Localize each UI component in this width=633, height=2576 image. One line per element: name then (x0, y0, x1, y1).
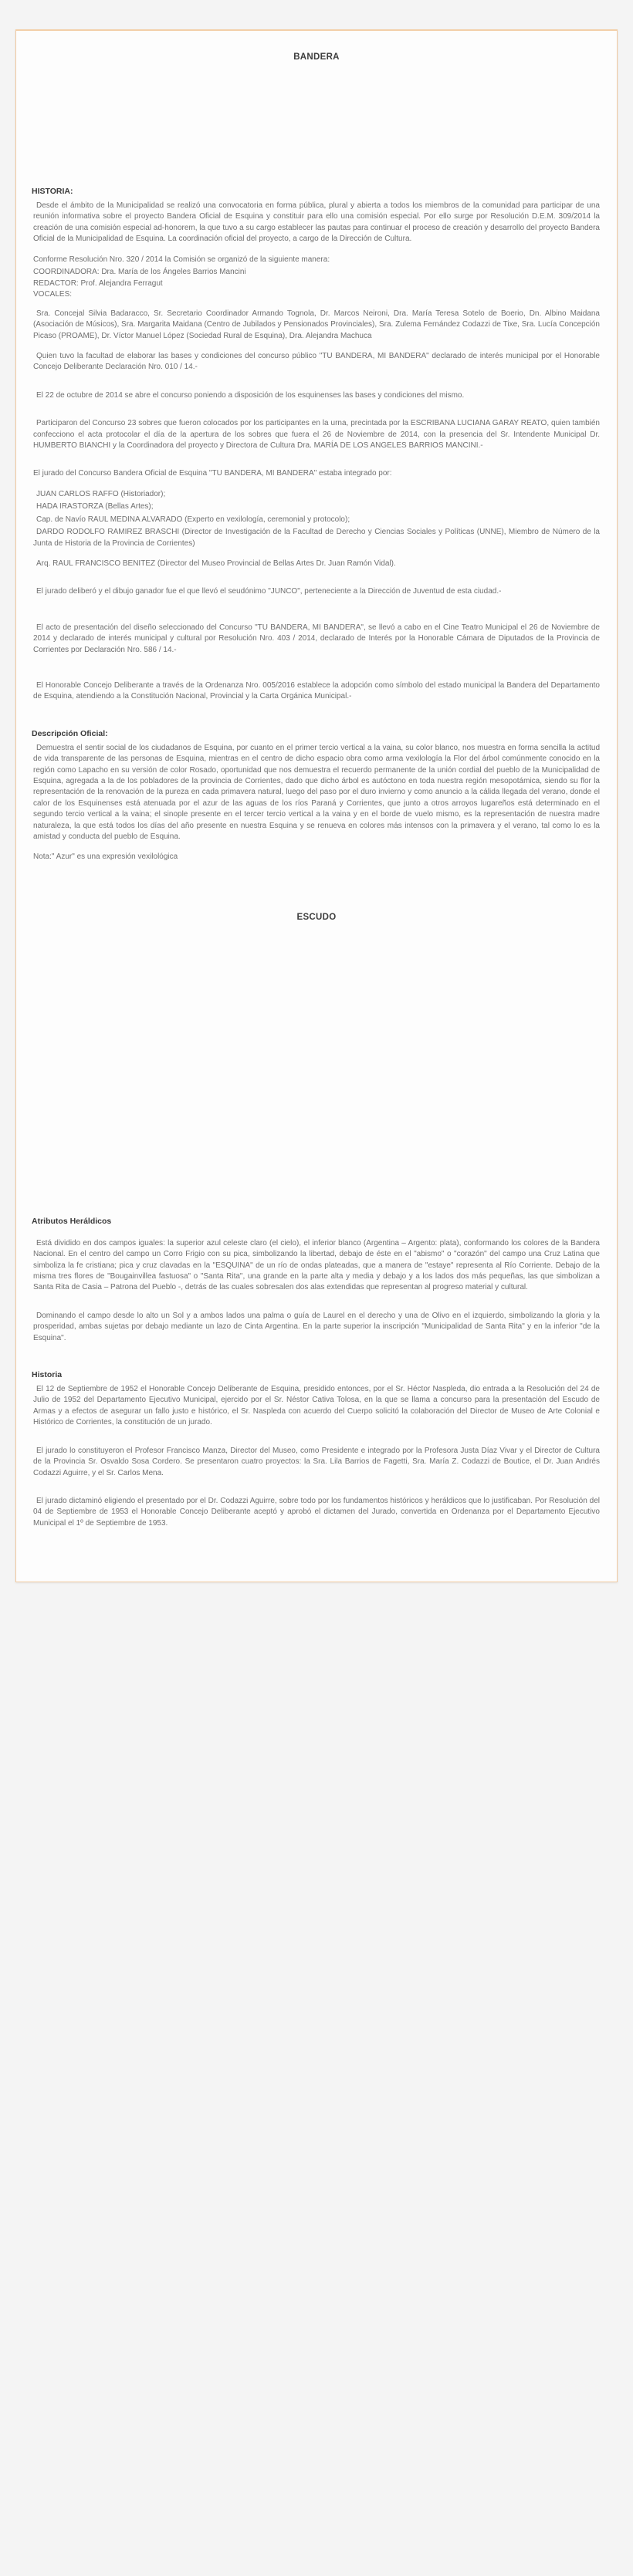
flag-history-heading: HISTORIA: (32, 187, 73, 196)
spacer (27, 1488, 606, 1496)
spacer (27, 1438, 606, 1446)
ordinance-paragraph: El Honorable Concejo Deliberante a través de la Ordenanza Nro. 005/2016 establece la adopción como símbolo del estado municipal la Bandera del Departamento de Esquina, atendiendo a la Constitución Nacional, Provincial y la Carta Orgánica Municipal.- (33, 680, 600, 701)
official-description-heading: Descripción Oficial: (32, 728, 108, 738)
spacer (27, 301, 606, 309)
contest-bases-paragraph: Quien tuvo la facultad de elaborar las bases y condiciones del concurso público "TU BANDERA, MI BANDERA" declarado de interés municipal por el Honorable Concejo Deliberante Declaración Nro. 010 / 14.- (33, 352, 600, 372)
shield-history-heading: Historia (32, 1370, 63, 1380)
commission-intro: Conforme Resolución Nro. 320 / 2014 la Comisión se organizó de la siguiente manera: (33, 255, 330, 264)
spacer (27, 461, 606, 468)
jury-member: DARDO RODOLFO RAMIREZ BRASCHI (Director de Investigación de la Facultad de Derecho y Ciencias Sociales y Políticas (UNNE), Miembro de Número de la Junta de Historia de la Provincia de Corrientes) (33, 528, 600, 548)
spacer (27, 481, 606, 489)
spacer (27, 1303, 606, 1311)
spacer (27, 410, 606, 418)
shield-section-title: ESCUDO (296, 912, 337, 922)
jury-member: JUAN CARLOS RAFFO (Historiador); (36, 489, 166, 498)
jury-member: HADA IRASTORZA (Bellas Artes); (36, 502, 154, 511)
spacer (27, 712, 606, 720)
presentation-paragraph: El acto de presentación del diseño seleccionado del Concurso "TU BANDERA, MI BANDERA", se llevó a cabo en el Cine Teatro Municipal el 26 de Noviembre de 2014 y declarado de interés municipal y cultural por Resolución Nro. 403 / 2014, declarado de Interés por la Honorable Cámara de Diputados de la Provincia de Corrientes por Declaración Nro. 586 / 14.- (33, 623, 600, 654)
commission-coordinator: COORDINADORA: Dra. María de los Ángeles Barrios Mancini (33, 268, 246, 277)
contest-participation-paragraph: Participaron del Concurso 23 sobres que fueron colocados por los participantes en la urna, precintada por la ESCRIBANA LUCIANA GARAY REATO, quien también confecciono el acta protocolar el día de la apertura de los sobres que fuera el 26 de Noviembre de 2014, con la presencia del Sr. Intendente Municipal Dr. HUMBERTO BIANCHI y la Coordinadora del proyecto y Directora de Cultura Dra. MARÍA DE LOS ANGELES BARRIOS MANCINI.- (33, 419, 600, 451)
jury-member: Arq. RAUL FRANCISCO BENITEZ (Director del Museo Provincial de Bellas Artes Dr. Juan Ramón Vidal). (36, 559, 396, 568)
flag-section-title: BANDERA (293, 52, 340, 62)
jury-winner-paragraph: El jurado deliberó y el dibujo ganador fue el que llevó el seudónimo "JUNCO", perteneciente a la Dirección de Juventud de esta ciudad.- (36, 587, 502, 596)
vexillology-note: Nota:" Azur" es una expresión vexilológica (33, 852, 178, 862)
flag-document-card (15, 29, 618, 1582)
spacer (27, 607, 606, 623)
spacer (27, 1353, 606, 1361)
spacer (27, 665, 606, 680)
official-description-paragraph: Demuestra el sentir social de los ciudadanos de Esquina, por cuanto en el primer tercio vertical a la vaina, su color blanco, nos muestra en forma sencilla la actitud de vida transparente de las personas de Esquina, mientras en el centro de dicho espacio obra como arma vexilología la Flor del árbol comúnmente conocido en la región como Lapacho en su versión de color Rosado, oportunidad que nos demuestra el recuerdo permanente de la unión cordial del pueblo de la Municipalidad de Esquina, agregada a la de los pobladores de la provincia de Corrientes, dado que dicho árbol es autóctono en toda nuestra región mesopotámica, siendo su flor la representación de la renovación de la pureza en cada primavera natural, luego del paso por el duro invierno y como anuncio a la cálida llegada del verano, donde el calor de los Esquinenses está atenuada por el azur de las aguas de los ríos Paraná y Corrientes, que junto a otros arroyos lugareños está determinado en el segundo tercio vertical a la vaina; el sinople presente en el tercer tercio vertical a la vaina y en el borde de vuelo mismo, es la representación de nuestra madre naturaleza, la que está todos los días del año presente en nuestra Esquina y se renueva en colores más intensos con la primavera y el verano, tal como lo es la amistad y conducta del pueblo de Esquina. (33, 743, 600, 841)
spacer (27, 1538, 606, 1561)
jury-member: Cap. de Navío RAUL MEDINA ALVARADO (Experto en vexilología, ceremonial y protocolo); (36, 515, 350, 524)
spacer (27, 865, 606, 891)
heraldic-attributes-heading: Atributos Heráldicos (32, 1216, 112, 1226)
commission-redactor: REDACTOR: Prof. Alejandra Ferragut (33, 279, 163, 288)
spacer (27, 579, 606, 586)
shield-history-paragraph-3: El jurado dictaminó eligiendo el presentado por el Dr. Codazzi Aguirre, sobre todo por los fundamentos históricos y heráldicos que lo justificaban. Por Resolución del 04 de Septiembre de 1953 el Honorable Concejo Deliberante aceptó y aprobó el dictamen del Jurado, convertida en Ordenanza por el Departamento Ejecutivo Municipal el 1º de Septiembre de 1953. (33, 1496, 600, 1528)
flag-history-paragraph-1: Desde el ámbito de la Municipalidad se realizó una convocatoria en forma pública, plural y abierta a todos los miembros de la comunidad para participar de una reunión informativa sobre el proyecto Bandera Oficial de Esquina y constituir para ello una comisión especial. Por ello surge por Resolución D.E.M. 309/2014 la creación de una comisión especial ad-honorem, la que tuvo a su cargo establecer las pautas para continuar el proceso de creación y desarrollo del proyecto Bandera Oficial de la Municipalidad de Esquina. La coordinación oficial del proyecto, a cargo de la Dirección de Cultura. (33, 201, 600, 244)
jury-intro-paragraph: El jurado del Concurso Bandera Oficial de Esquina "TU BANDERA, MI BANDERA" estaba integrado por: (33, 469, 392, 478)
heraldic-paragraph-2: Dominando el campo desde lo alto un Sol y a ambos lados una palma o guía de Laurel en el derecho y una de Olivo en el izquierdo, simbolizando la gloria y la prosperidad, ambas sujetas por debajo mediante un lazo de Cinta Argentina. En la parte superior la inscripción "Municipalidad de Santa Rita" y en la inferior "de la Esquina". (33, 1311, 600, 1342)
spacer (27, 1231, 606, 1238)
spacer (27, 383, 606, 390)
flag-image-placeholder (27, 62, 606, 177)
shield-history-paragraph-2: El jurado lo constituyeron el Profesor Francisco Manza, Director del Museo, como Presidente e integrado por la Profesora Justa Díaz Vivar y el Director de Cultura de la Provincia Sr. Osvaldo Sosa Cordero. Se presentaron cuatro proyectos: la Sra. Lila Barrios de Fagetti, Sra. María Z. Codazzi de Boutice, el Dr. Juan Andrés Codazzi Aguirre, y el Sr. Carlos Mena. (33, 1446, 600, 1477)
contest-opening-paragraph: El 22 de octubre de 2014 se abre el concurso poniendo a disposición de los esquinenses las bases y condiciones del mismo. (36, 390, 465, 400)
shield-image-placeholder (27, 922, 606, 1207)
heraldic-paragraph-1: Está dividido en dos campos iguales: la superior azul celeste claro (el cielo), el inferior blanco (Argentina – Argento: plata), conformando los colores de la Bandera Nacional. En el centro del campo un Corro Frigio con su pica, simbolizando la libertad, debajo de éste en el "abismo" o "corazón" del campo una Cruz Latina que simboliza la fe cristiana; pica y cruz clavadas en la "ESQUINA" de un río de ondas plateadas, que a manera de "estaye" representa al Río Corriente. Debajo de la misma tres flores de "Bougainvillea fastuosa" o "Santa Rita", una grande en la parte alta y media y debajo y a los lados dos más pequeñas, las que simbolizan a Santa Rita de Casia – Patrona del Pueblo -, detrás de las cuales sobresalen dos alas extendidas que representan al progreso material y cultural. (33, 1238, 600, 1292)
shield-history-paragraph-1: El 12 de Septiembre de 1952 el Honorable Concejo Deliberante de Esquina, presidido entonces, por el Sr. Héctor Naspleda, dio entrada a la Resolución del 24 de Julio de 1952 del Departamento Ejecutivo Municipal, ejercido por el Sr. Néstor Cativa Tolosa, en la que se llama a concurso para la presentación del Escudo de Armas y a efectos de asegurar un fallo justo e histórico, el Sr. Naspleda con acuerdo del Cuerpo solicitó la colaboración del Director de Museo de Arte Colonial e Histórico de Corrientes, la constitución de un jurado. (33, 1385, 600, 1427)
commission-vocales-label: VOCALES: (33, 290, 73, 299)
commission-vocales-text: Sra. Concejal Silvia Badaracco, Sr. Secretario Coordinador Armando Tognola, Dr. Marcos Neironi, Dra. María Teresa Sotelo de Boerio, Dn. Albino Maidana (Asociación de Músicos), Sra. Margarita Maidana (Centro de Jubilados y Pensionados Provinciales), Sra. Zulema Fernández Codazzi de Tixe, Sra. Lucía Concepción Picaso (PROAME), Dr. Víctor Manuel López (Sociedad Rural de Esquina), Dra. Alejandra Machuca (33, 309, 600, 340)
